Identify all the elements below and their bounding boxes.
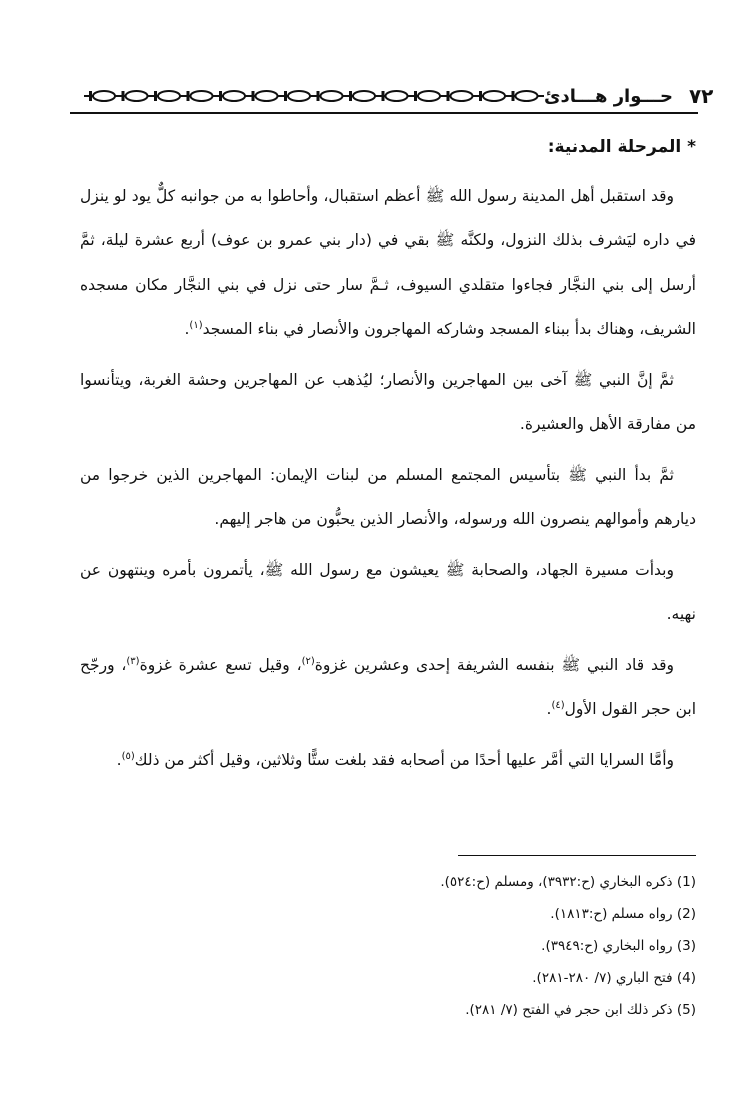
footnote-ref-1[interactable]: (١) [189,319,203,331]
page-header [70,80,714,114]
footnote-ref-5[interactable]: (٥) [121,750,135,762]
section-heading: * المرحلة المدنية: [547,137,696,157]
footnotes [80,866,696,1026]
paragraph-2: ثمَّ إنَّ النبي ﷺ آخى بين المهاجرين والأنصار؛ ليُذهب عن المهاجرين وحشة الغربة، ويتأنسوا من مفارقة الأهل والعشيرة. [80,370,696,433]
header-ornament-bar [70,86,689,107]
footnote-ref-4[interactable]: (٤) [551,699,565,711]
footnote-5: (5) ذكر ذلك ابن حجر في الفتح (٧/ ٢٨١). [465,1002,696,1018]
footnote-ref-2[interactable]: (٢) [301,655,315,667]
page-number: ٧٢ [688,84,714,108]
footnote-1: (1) ذكره البخاري (ح:٣٩٣٢)، ومسلم (ح:٥٢٤). [440,874,696,890]
paragraph-6: وأمَّا السرايا التي أمَّر عليها أحدًا من أصحابه فقد بلغت ستًّا وثلاثين، وقيل أكثر من ذلك$^{(٥)}$. [116,750,674,769]
paragraph-4: وبدأت مسيرة الجهاد، والصحابة ﷺ يعيشون مع رسول الله ﷺ، يأتمرون بأمره وينتهون عن نهيه. [80,560,696,623]
paragraph-1: وقد استقبل أهل المدينة رسول الله ﷺ أعظم استقبال، وأحاطوا به من جوانبه كلٌّ يود لو ينزل في داره ليَشرف بذلك النزول، ولكنَّه ﷺ بقي في (دار بني عمرو بن عوف) أربع عشرة ليلة، ثمَّ أرسل إلى بني النجَّار فجاءوا متقلدي السيوف، ثـمَّ سار حتى نزل في بني النجَّار مكان مسجده الشريف، وهناك بدأ ببناء المسجد وشاركه المهاجرون والأنصار في بناء المسجد$^{(١)}$. [80,186,696,338]
footnote-divider [458,855,696,856]
footnote-2: (2) رواه مسلم (ح:١٨١٣). [550,906,696,922]
paragraph-3: ثمَّ بدأ النبي ﷺ بتأسيس المجتمع المسلم من لبنات الإيمان: المهاجرين الذين خرجوا من ديارهم وأموالهم ينصرون الله ورسوله، والأنصار الذين يحبُّون من هاجر إليهم. [80,465,696,528]
paragraph-5: وقد قاد النبي ﷺ بنفسه الشريفة إحدى وعشرين غزوة$^{(٢)}$، وقيل تسع عشرة غزوة$^{(٣)}$، ورجّح ابن حجر القول الأول$^{(٤)}$. [80,655,696,718]
book-title: حـــوار هـــادئ [544,85,673,107]
footnote-ref-3[interactable]: (٣) [126,655,140,667]
footnote-4: (4) فتح الباري (٧/ ٢٨٠-٢٨١). [532,970,696,986]
footnote-3: (3) رواه البخاري (ح:٣٩٤٩). [541,938,696,954]
ornament-border-icon [84,89,544,103]
main-text [80,125,696,788]
